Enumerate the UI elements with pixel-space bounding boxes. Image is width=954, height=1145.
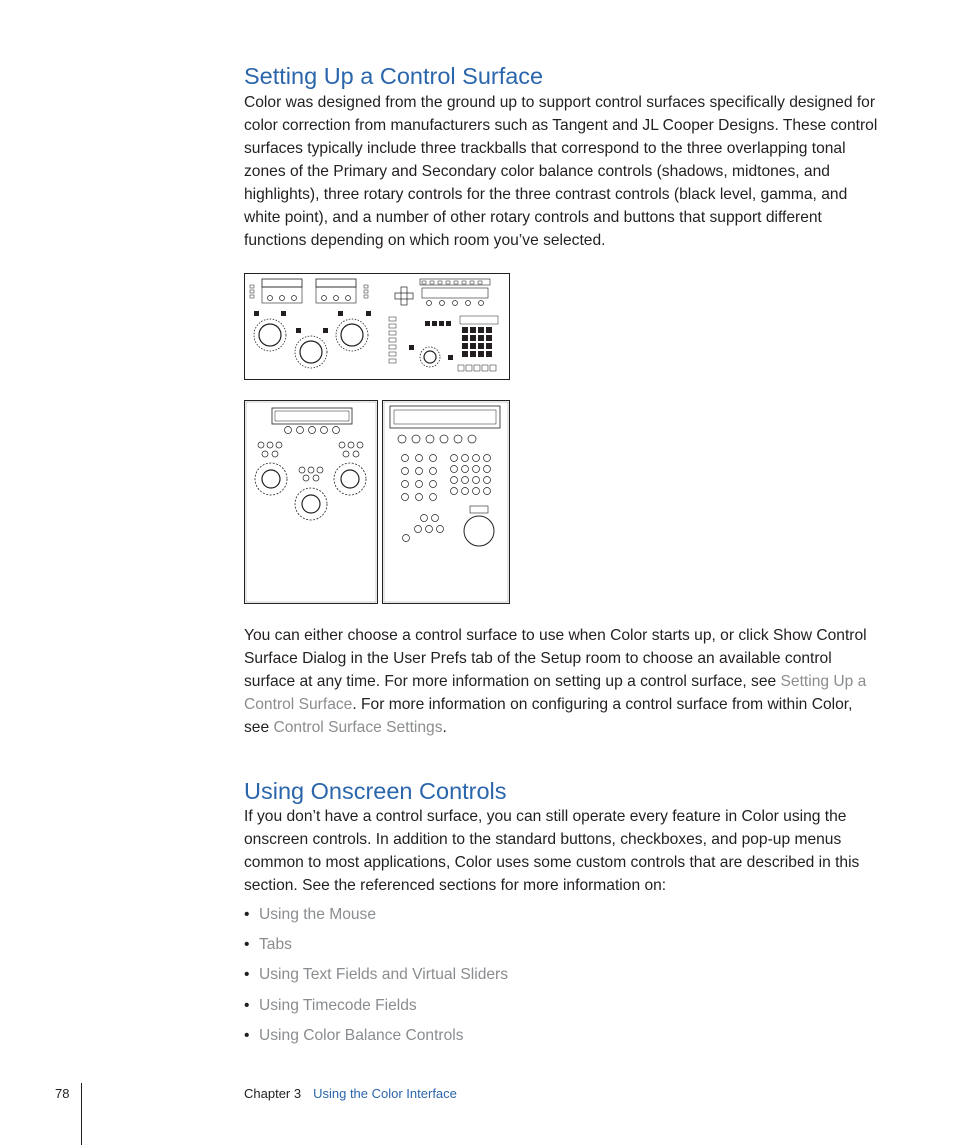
para2-text-1: You can either choose a control surface to use when Color starts up, or click Show Control Surface Dialog in the User Prefs tab of the Setup room to choose an available control surface at any time. For more information on setting up a control surface, see — [244, 627, 867, 690]
chapter-label: Chapter 3 — [244, 1086, 302, 1101]
link-setting-up-control-surface[interactable]: Setting Up a Control Surface — [244, 673, 867, 713]
control-surface-diagram-1 — [244, 273, 510, 381]
list-item — [244, 996, 508, 1026]
link-using-the-mouse[interactable]: Using the Mouse — [259, 906, 377, 923]
list-item — [244, 1026, 508, 1056]
list-item — [244, 905, 508, 935]
body-paragraph-3: If you don’t have a control surface, you can still operate every feature in Color using the onscreen controls. In addition to the standard buttons, checkboxes, and pop-up menus common to most applications, Color uses some custom controls that are described in this section. See the referenced sections for more information on: — [244, 808, 860, 894]
bullet-icon: • — [244, 906, 250, 923]
section-using-onscreen-controls — [244, 777, 880, 897]
bullet-icon: • — [244, 1026, 250, 1044]
control-surface-illustration-1 — [244, 273, 510, 386]
link-timecode-fields[interactable]: Using Timecode Fields — [259, 996, 417, 1014]
heading-setting-up: Setting Up a Control Surface — [244, 63, 544, 89]
chapter-title-link[interactable]: Using the Color Interface — [313, 1086, 457, 1101]
link-tabs[interactable]: Tabs — [259, 936, 292, 954]
list-item — [244, 935, 508, 965]
link-color-balance-controls[interactable]: Using Color Balance Controls — [259, 1026, 464, 1044]
paragraph-2-block — [244, 624, 880, 739]
control-surface-illustration-2 — [244, 400, 510, 610]
footer-chapter — [244, 1086, 457, 1101]
link-control-surface-settings[interactable]: Control Surface Settings — [273, 719, 443, 736]
body-paragraph-1: Color was designed from the ground up to support control surfaces specifically designed for color correction from manufacturers such as Tangent and JL Cooper Designs. These control surfaces typically include three trackballs that correspond to the three overlapping tonal zones of the Primary and Secondary color balance controls (shadows, midtones, and highlights), three rotary controls for the three contrast controls (black level, gamma, and white point), and a number of other rotary controls and buttons that support different functions depending on which room you’ve selected. — [244, 94, 878, 249]
bullet-icon: • — [244, 936, 250, 954]
body-paragraph-2 — [244, 624, 880, 739]
para2-text-3: . — [442, 719, 447, 736]
heading-using-onscreen-controls: Using Onscreen Controls — [244, 778, 507, 804]
section-setting-up — [244, 62, 880, 252]
page-number: 78 — [55, 1086, 70, 1101]
bullet-icon: • — [244, 966, 250, 984]
list-item — [244, 965, 508, 995]
reference-list — [244, 905, 508, 1056]
bullet-icon: • — [244, 996, 250, 1014]
link-text-fields-virtual-sliders[interactable]: Using Text Fields and Virtual Sliders — [259, 966, 509, 984]
control-surface-diagram-2 — [244, 400, 510, 605]
footer-divider — [81, 1083, 82, 1145]
para2-text-2: . For more information on configuring a control surface from within Color, see — [244, 696, 853, 736]
